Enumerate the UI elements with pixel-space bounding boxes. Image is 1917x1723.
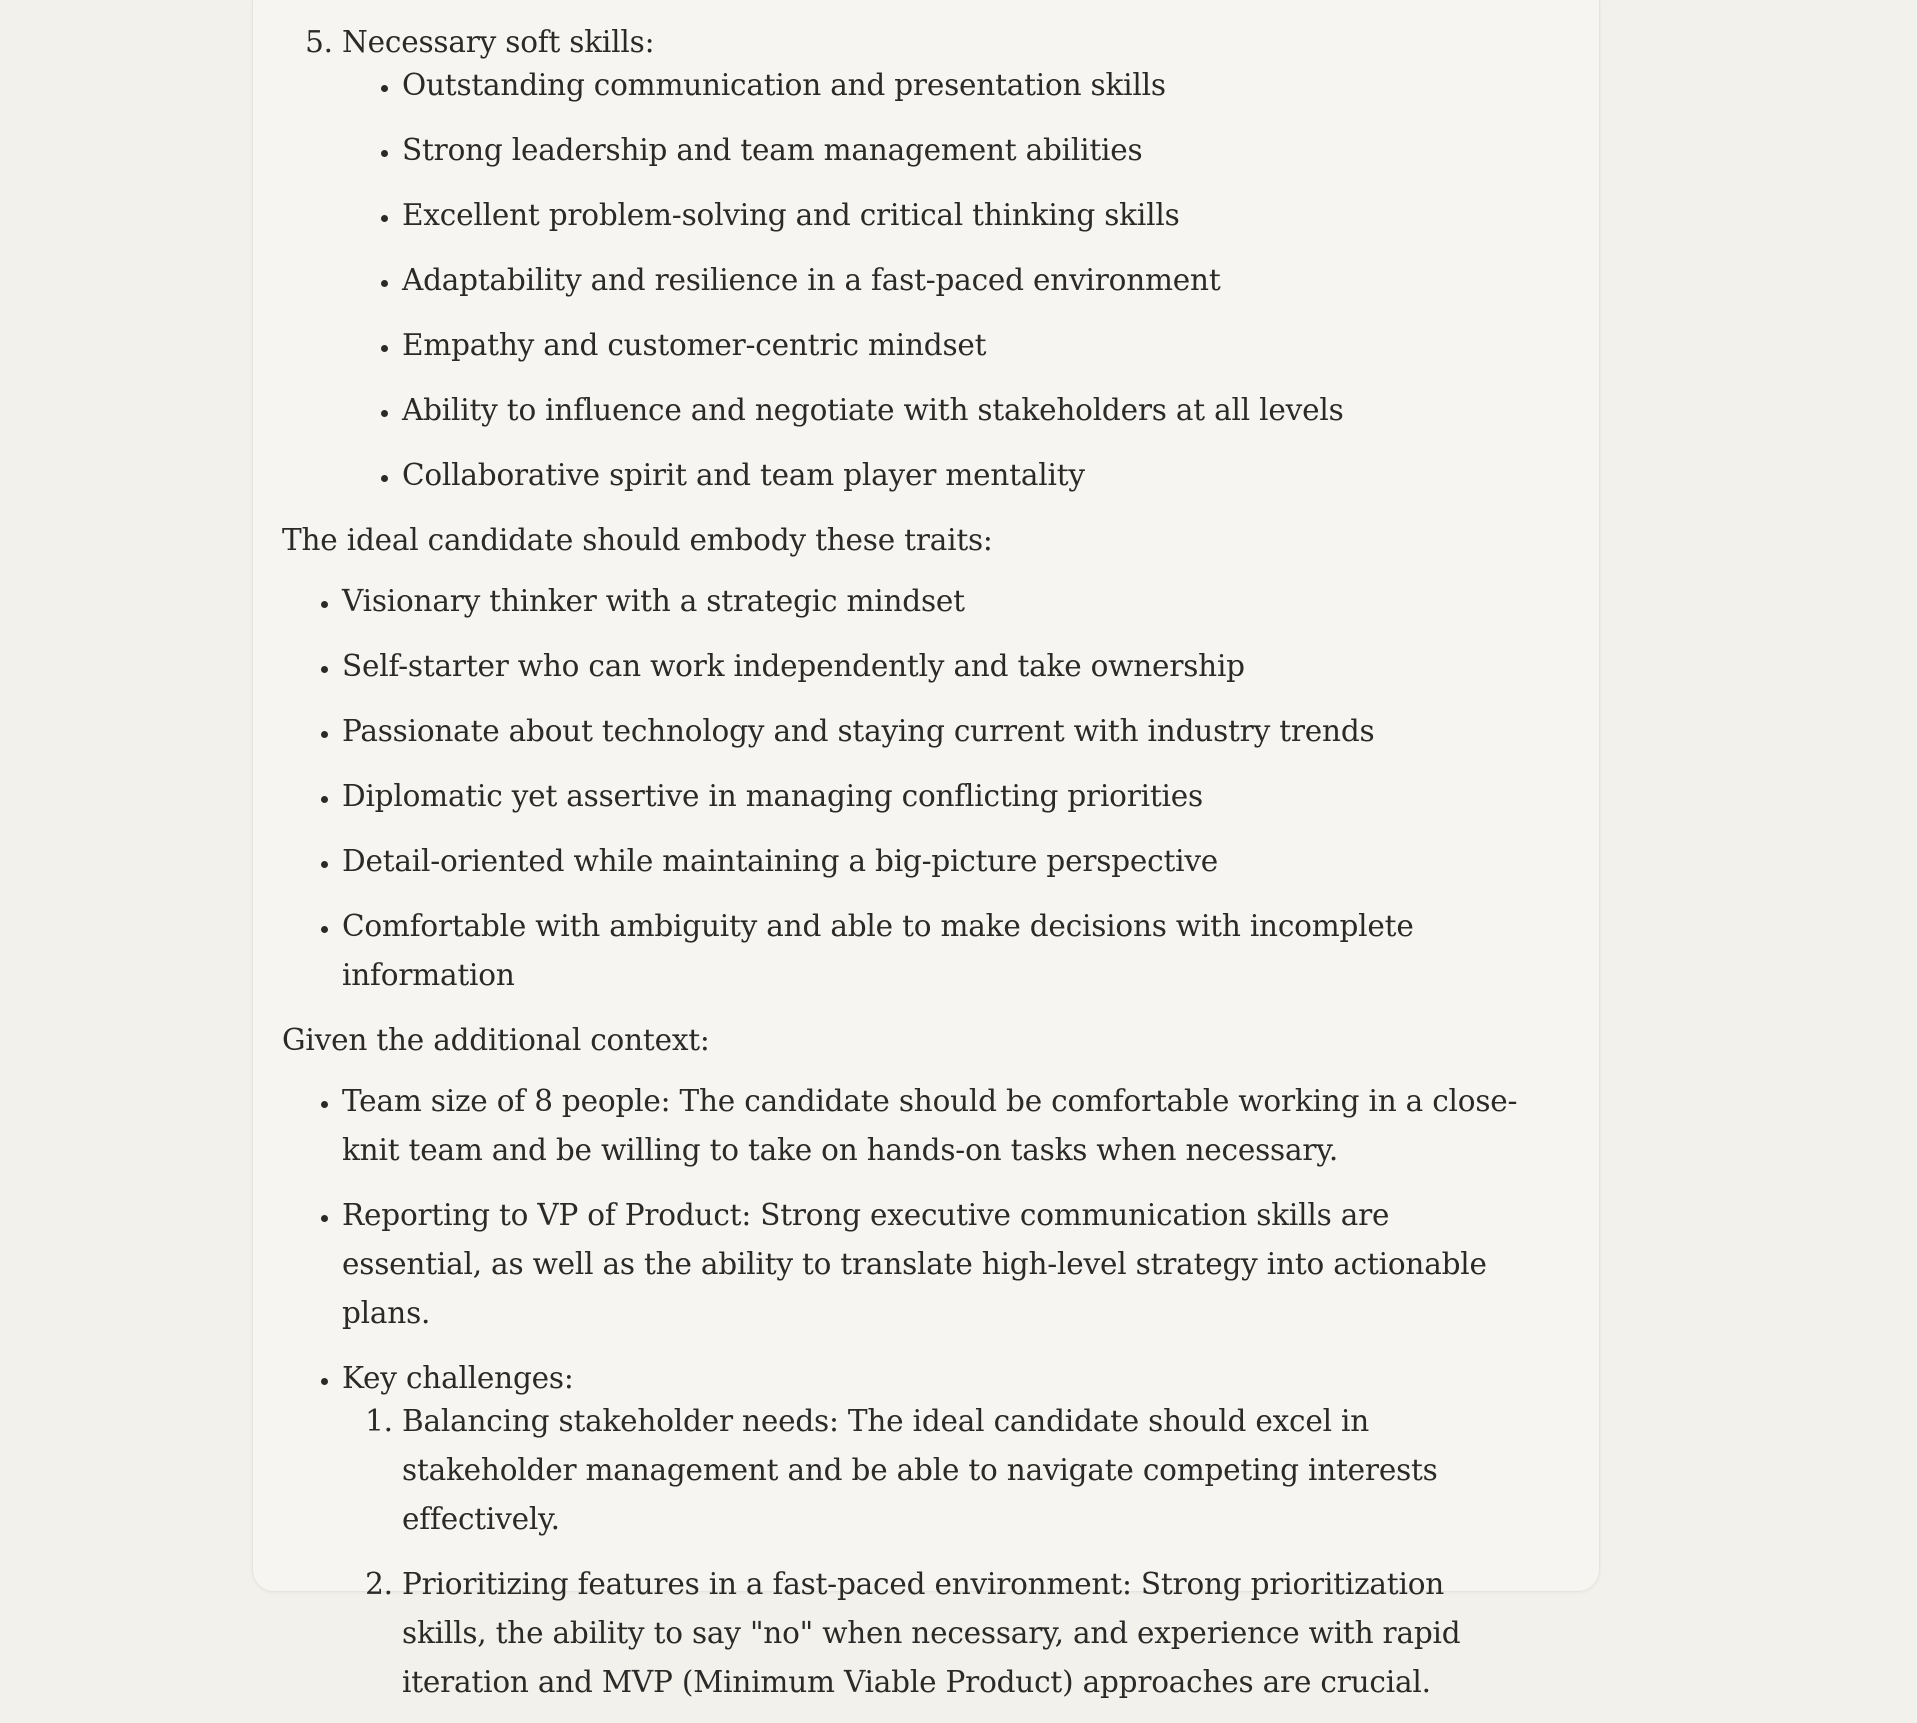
traits-list bbox=[282, 577, 1522, 1000]
soft-skills-list bbox=[342, 61, 1522, 500]
soft-skill-item: • Outstanding communication and presentation skills bbox=[402, 61, 1522, 110]
trait-item: • Diplomatic yet assertive in managing conflicting priorities bbox=[342, 772, 1522, 821]
challenges-list bbox=[342, 1397, 1522, 1707]
soft-skill-item: • Strong leadership and team management abilities bbox=[402, 126, 1522, 175]
soft-skills-heading: 5. Necessary soft skills: bbox=[342, 25, 655, 59]
traits-intro: The ideal candidate should embody these traits: bbox=[282, 523, 993, 557]
challenge-item: 1. Balancing stakeholder needs: The ideal candidate should excel in stakeholder management and be able to navigate competing interests effectively. bbox=[402, 1397, 1522, 1544]
trait-item: • Passionate about technology and staying current with industry trends bbox=[342, 707, 1522, 756]
soft-skill-item: • Adaptability and resilience in a fast-paced environment bbox=[402, 256, 1522, 305]
context-item: • Team size of 8 people: The candidate should be comfortable working in a close-knit team and be willing to take on hands-on tasks when necessary. bbox=[342, 1077, 1522, 1175]
soft-skills-item bbox=[342, 18, 1522, 500]
trait-item: • Comfortable with ambiguity and able to make decisions with incomplete information bbox=[342, 902, 1522, 1000]
key-challenges-label: • Key challenges: bbox=[342, 1361, 574, 1395]
key-challenges-item bbox=[342, 1354, 1522, 1707]
trait-item: • Detail-oriented while maintaining a big-picture perspective bbox=[342, 837, 1522, 886]
trait-item: • Self-starter who can work independently and take ownership bbox=[342, 642, 1522, 691]
requirements-list bbox=[282, 18, 1522, 500]
soft-skill-item: • Excellent problem-solving and critical thinking skills bbox=[402, 191, 1522, 240]
soft-skill-item: • Collaborative spirit and team player mentality bbox=[402, 451, 1522, 500]
challenge-item: 2. Prioritizing features in a fast-paced environment: Strong prioritization skills, the ability to say "no" when necessary, and experience with rapid iteration and MVP (Minimum Viable Product) approaches are crucial. bbox=[402, 1560, 1522, 1707]
context-intro: Given the additional context: bbox=[282, 1023, 710, 1057]
context-item: • Reporting to VP of Product: Strong executive communication skills are essential, as well as the ability to translate high-level strategy into actionable plans. bbox=[342, 1191, 1522, 1338]
message-content bbox=[282, 18, 1522, 1723]
soft-skill-item: • Empathy and customer-centric mindset bbox=[402, 321, 1522, 370]
soft-skill-item: • Ability to influence and negotiate with stakeholders at all levels bbox=[402, 386, 1522, 435]
context-list bbox=[282, 1077, 1522, 1707]
trait-item: • Visionary thinker with a strategic mindset bbox=[342, 577, 1522, 626]
